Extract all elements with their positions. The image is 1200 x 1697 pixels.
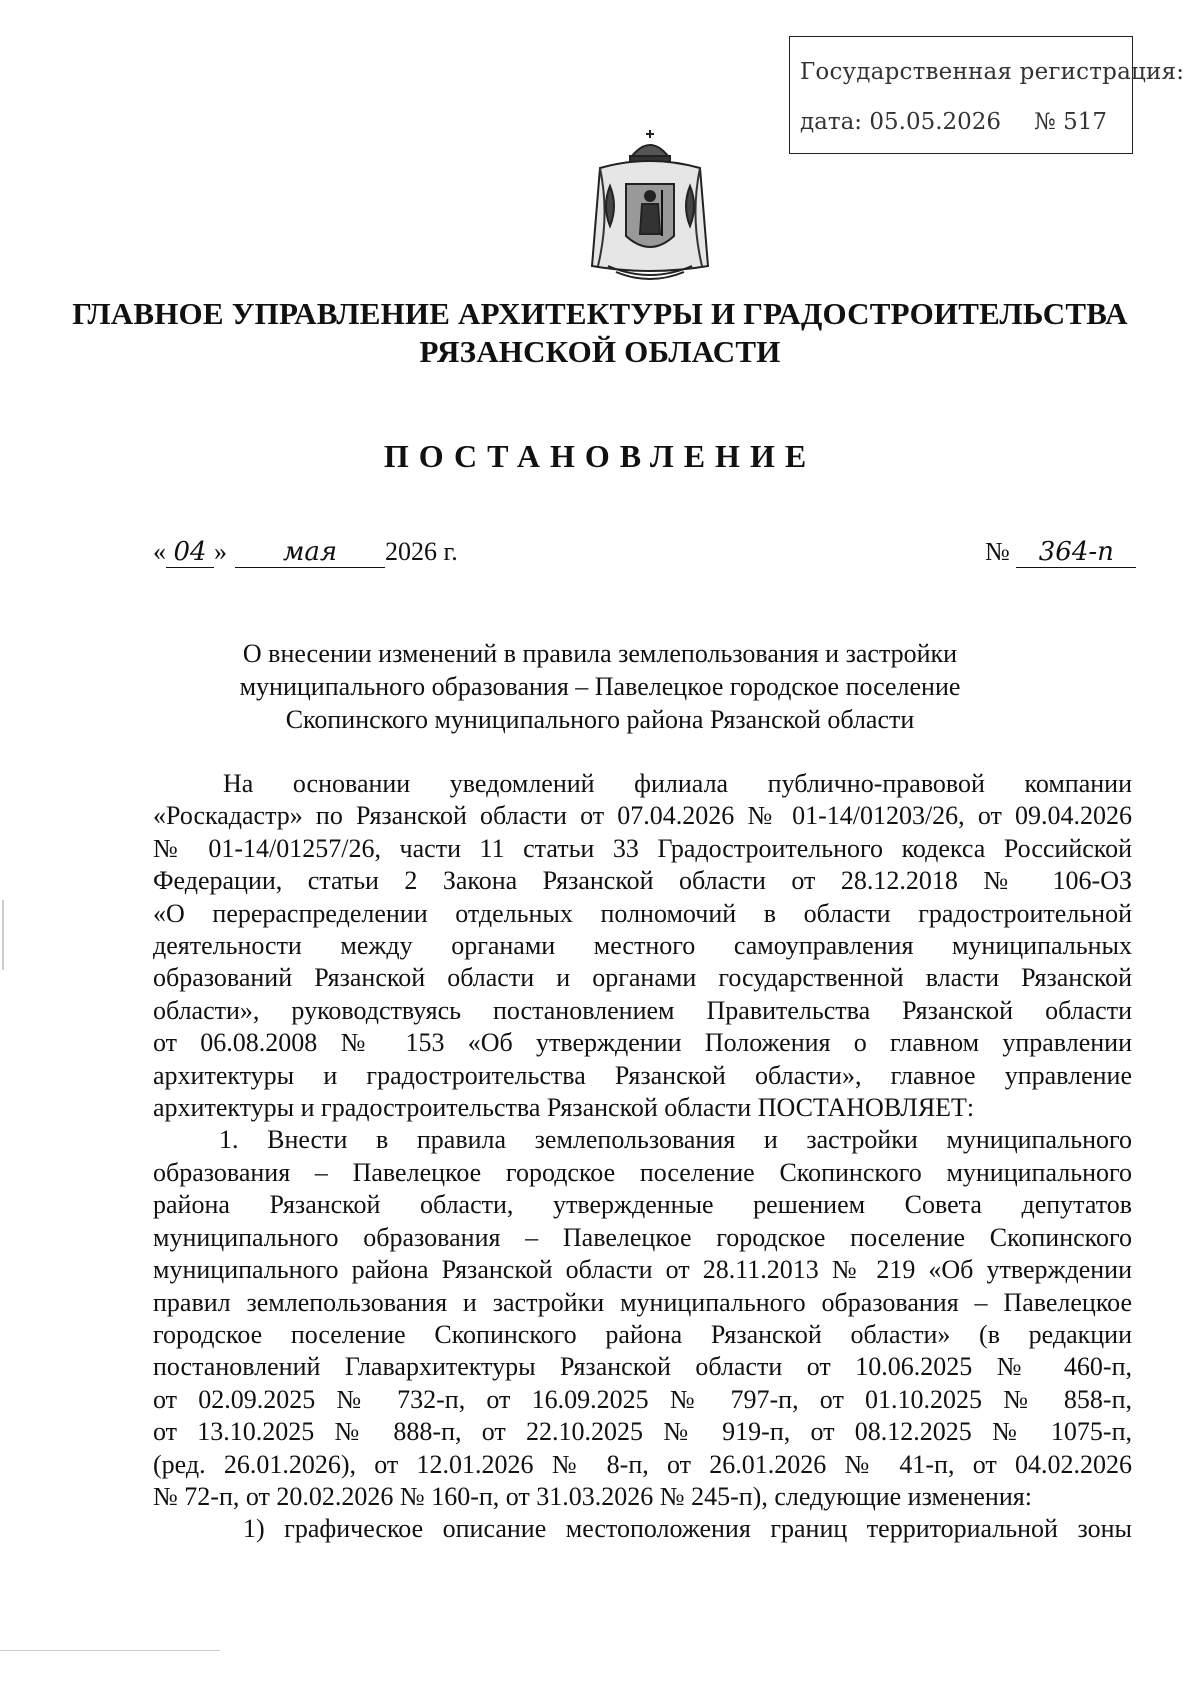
body-line: правил землепользования и застройки муниципального образования – Павелецкое (153, 1287, 1132, 1317)
body-line: образований Рязанской области и органами государственной власти Рязанской (153, 963, 1132, 993)
org-title-line1: ГЛАВНОЕ УПРАВЛЕНИЕ АРХИТЕКТУРЫ И ГРАДОСТРОИТЕЛЬСТВА (72, 296, 1128, 331)
body-line: образования – Павелецкое городское поселение Скопинского муниципального (153, 1157, 1132, 1187)
body-line: На основании уведомлений филиала публично-правовой компании (223, 769, 1132, 798)
subject-line: муниципального образования – Павелецкое городское поселение (239, 672, 961, 701)
body-line: от 02.09.2025 № 732-п, от 16.09.2025 № 797-п, от 01.10.2025 № 858-п, (153, 1384, 1132, 1414)
body-line: 1. Внести в правила землепользования и застройки муниципального (219, 1125, 1132, 1155)
body-line: 1) графическое описание местоположения границ территориальной зоны (243, 1514, 1132, 1544)
body-line: области», руководствуясь постановлением Правительства Рязанской области (153, 995, 1132, 1025)
registration-date: дата: 05.05.2026 (800, 109, 1002, 135)
scan-artifact (2, 900, 4, 970)
document-number (985, 537, 1136, 568)
date-close-quote: » (214, 537, 227, 566)
body-line: района Рязанской области, утвержденные решением Совета депутатов (153, 1190, 1132, 1220)
date-open-quote: « (153, 537, 166, 566)
date-year: 2026 г. (385, 537, 458, 566)
body-line: муниципального района Рязанской области от 28.11.2013 № 219 «Об утверждении (153, 1255, 1132, 1285)
date-day: 04 (166, 537, 214, 568)
body-line: от 06.08.2008 № 153 «Об утверждении Положения о главном управлении (153, 1028, 1132, 1058)
body-line: от 13.10.2025 № 888-п, от 22.10.2025 № 919-п, от 08.12.2025 № 1075-п, (153, 1417, 1132, 1447)
date-month: мая (235, 537, 385, 568)
number-value: 364-п (1016, 537, 1136, 568)
scan-artifact (0, 1650, 220, 1651)
subject-line: Скопинского муниципального района Рязанской области (285, 705, 915, 734)
body-line: «Роскадастр» по Рязанской области от 07.04.2026 № 01-14/01203/26, от 09.04.2026 (153, 801, 1132, 831)
registration-title: Государственная регистрация: (800, 59, 1185, 85)
body-line: муниципального образования – Павелецкое городское поселение Скопинского (153, 1222, 1132, 1252)
number-prefix: № (985, 537, 1010, 566)
document-body (153, 768, 1132, 1546)
body-line: № 01-14/01257/26, части 11 статьи 33 Градостроительного кодекса Российской (153, 833, 1132, 863)
body-line: деятельности между органами местного самоуправления муниципальных (153, 931, 1132, 961)
body-line: архитектуры и градостроительства Рязанской области», главное управление (153, 1060, 1132, 1090)
document-date (153, 537, 458, 568)
registration-stamp (789, 36, 1185, 154)
body-line: Федерации, статьи 2 Закона Рязанской области от 28.12.2018 № 106-ОЗ (153, 866, 1132, 896)
body-line: (ред. 26.01.2026), от 12.01.2026 № 8-п, от 26.01.2026 № 41-п, от 04.02.2026 (153, 1449, 1132, 1479)
org-title-line2: РЯЗАНСКОЙ ОБЛАСТИ (419, 334, 781, 369)
body-line: городское поселение Скопинского района Рязанской области» (в редакции (153, 1319, 1132, 1349)
subject-line: О внесении изменений в правила землепользования и застройки (242, 639, 958, 668)
body-line: архитектуры и градостроительства Рязанской области ПОСТАНОВЛЯЕТ: (153, 1093, 975, 1123)
body-line: «О перераспределении отдельных полномочий в области градостроительной (153, 898, 1132, 928)
ryazan-coat-of-arms-icon (580, 126, 720, 286)
document-type: ПОСТАНОВЛЕНИЕ (383, 438, 817, 474)
registration-number: № 517 (1034, 109, 1107, 135)
body-line: № 72-п, от 20.02.2026 № 160-п, от 31.03.2026 № 245-п), следующие изменения: (153, 1481, 1032, 1511)
document-subject (0, 637, 1200, 736)
body-line: постановлений Главархитектуры Рязанской области от 10.06.2025 № 460-п, (153, 1352, 1132, 1382)
